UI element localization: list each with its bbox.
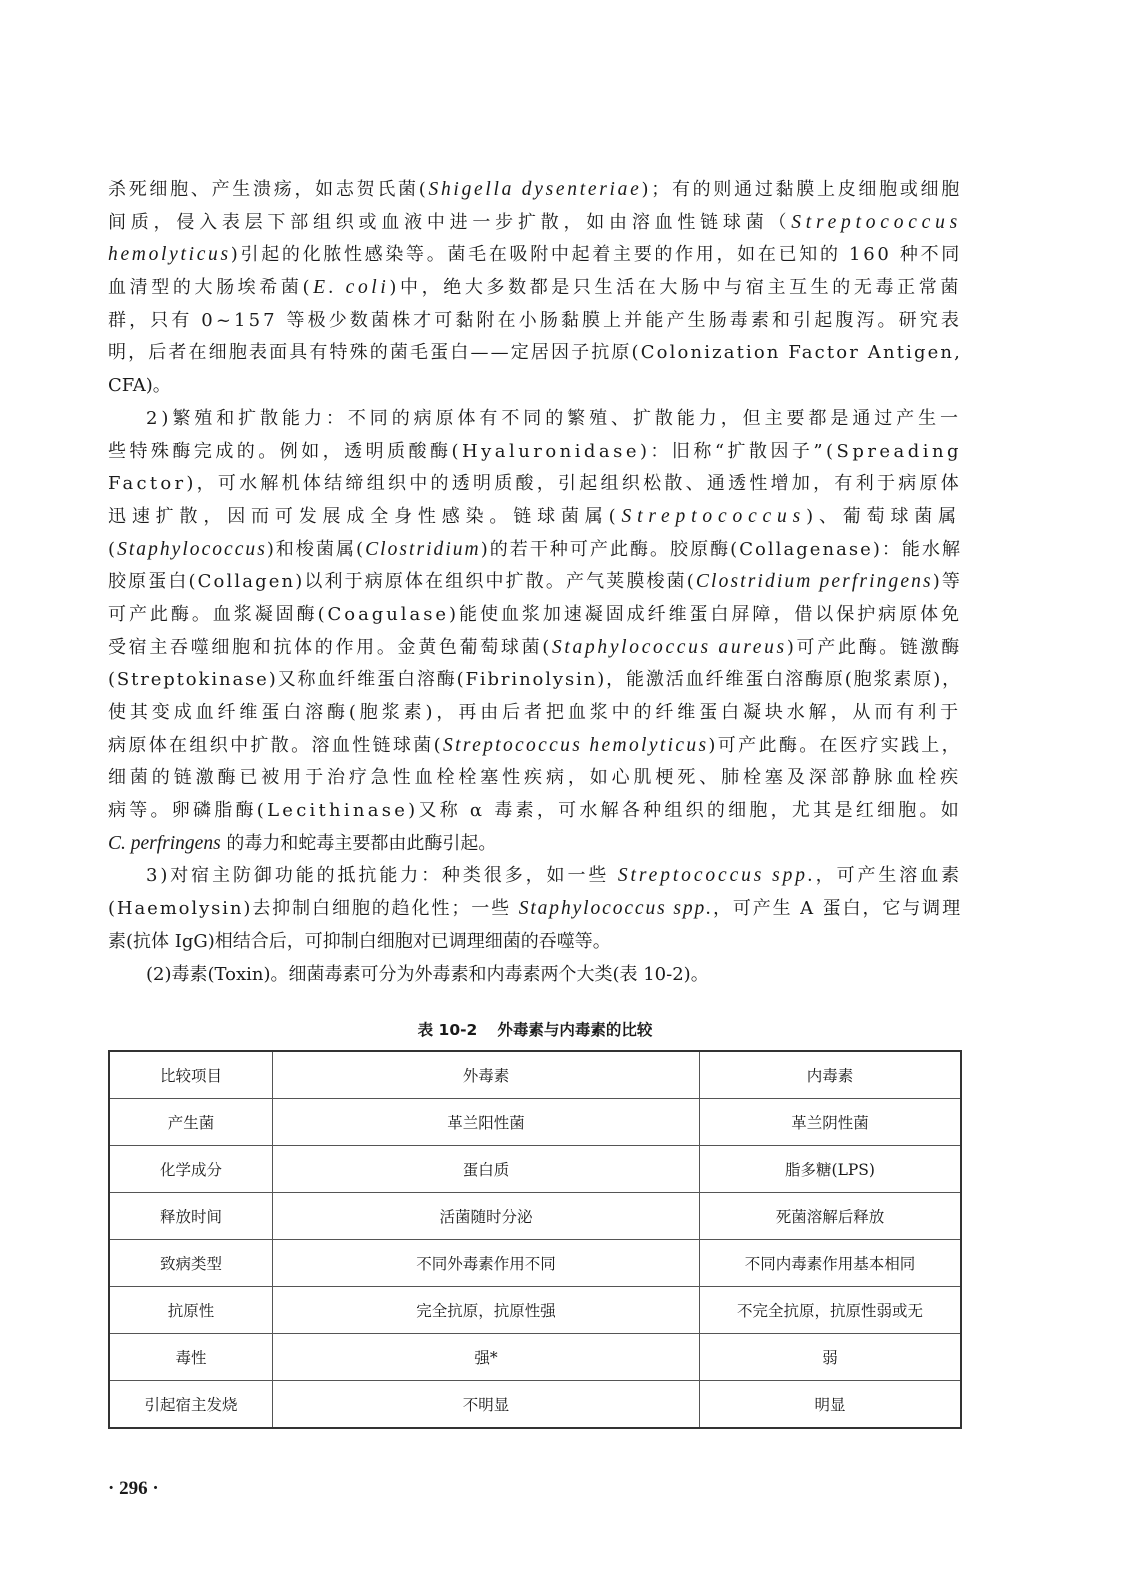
italic-term: Clostridium perfringens — [695, 571, 933, 593]
table-row — [109, 1287, 961, 1334]
text-segment: 杀死细胞、产生溃疡，如志贺氏菌( — [108, 179, 429, 200]
text-segment: 些特殊酶完成的。例如，透明质酸酶(Hyaluronidase)：旧称“扩散因子”(Spreading — [108, 440, 962, 462]
text-line — [108, 893, 962, 926]
text-line — [108, 632, 962, 665]
text-segment: 血清型的大肠埃希菌( — [108, 277, 314, 299]
italic-term: Streptococcus — [791, 211, 962, 233]
table-cell: 致病类型 — [109, 1240, 273, 1287]
text-segment: 群，只有 0~157 等极少数菌株才可黏附在小肠黏膜上并能产生肠毒素和引起腹泻。研究表 — [108, 309, 962, 331]
table-row — [109, 1240, 961, 1287]
text-line — [108, 174, 962, 207]
table-cell: 明显 — [700, 1381, 962, 1429]
page-number: · 296 · — [108, 1478, 159, 1499]
table-cell: 释放时间 — [109, 1193, 273, 1240]
text-segment: )；有的则通过黏膜上皮细胞或细胞 — [641, 179, 962, 200]
text-segment: 的毒力和蛇毒主要都由此酶引起。 — [220, 832, 497, 854]
table-cell: 引起宿主发烧 — [109, 1381, 273, 1429]
table-cell: 活菌随时分泌 — [273, 1193, 700, 1240]
table-row — [109, 1146, 961, 1193]
text-segment: )、葡萄球菌属 — [806, 505, 962, 527]
text-line — [108, 762, 962, 795]
italic-term: Staphylococcus — [117, 538, 267, 560]
comparison-table — [108, 1050, 962, 1429]
text-segment: )等 — [932, 571, 963, 593]
italic-term: Clostridium — [365, 538, 481, 560]
table-cell: 蛋白质 — [273, 1146, 700, 1193]
text-segment: 2)繁殖和扩散能力：不同的病原体有不同的繁殖、扩散能力，但主要都是通过产生一 — [146, 407, 962, 429]
text-segment: 可产此酶。血浆凝固酶(Coagulase)能使血浆加速凝固成纤维蛋白屏障，借以保护病原体免 — [108, 603, 962, 625]
table-cell: 脂多糖(LPS) — [700, 1146, 962, 1193]
table-cell: 革兰阴性菌 — [700, 1099, 962, 1146]
table-cell: 不完全抗原，抗原性弱或无 — [700, 1287, 962, 1334]
text-line — [108, 468, 962, 501]
text-segment: )的若干种可产此酶。胶原酶(Collagenase)：能水解 — [480, 538, 963, 560]
italic-term: Streptococcus hemolyticus — [442, 734, 709, 756]
text-line — [108, 664, 962, 697]
text-line — [108, 860, 962, 893]
text-line — [108, 337, 962, 370]
text-segment: 间质，侵入表层下部组织或血液中进一步扩散，如由溶血性链球菌（ — [108, 211, 792, 233]
table-cell: 不同外毒素作用不同 — [273, 1240, 700, 1287]
text-line — [108, 534, 962, 567]
table-cell: 不明显 — [273, 1381, 700, 1429]
text-segment: 使其变成血纤维蛋白溶酶(胞浆素)，再由后者把血浆中的纤维蛋白凝块水解，从而有利于 — [108, 702, 962, 723]
table-header-row — [109, 1051, 961, 1099]
table-cell: 抗原性 — [109, 1287, 273, 1334]
text-line — [108, 370, 962, 403]
italic-term: C. perfringens — [108, 832, 221, 854]
table-caption — [108, 1018, 962, 1040]
text-line — [108, 959, 962, 992]
text-line — [108, 926, 962, 959]
table-cell: 产生菌 — [109, 1099, 273, 1146]
italic-term: E. coli — [313, 277, 390, 299]
text-segment: 迅速扩散，因而可发展成全身性感染。链球菌属( — [108, 505, 622, 527]
text-line — [108, 403, 962, 436]
text-segment: )可产此酶。在医疗实践上， — [708, 734, 962, 756]
text-segment: (Streptokinase)又称血纤维蛋白溶酶(Fibrinolysin)，能激活血纤维蛋白溶酶原(胞浆素原)， — [108, 669, 962, 691]
text-line — [108, 566, 962, 599]
text-line — [108, 501, 962, 534]
text-segment: 明，后者在细胞表面具有特殊的菌毛蛋白——定居因子抗原(Colonization Factor Antigen, — [108, 342, 962, 364]
text-segment: 病等。卵磷脂酶(Lecithinase)又称 α 毒素，可水解各种组织的细胞，尤其是红细胞。如 — [108, 800, 962, 822]
text-segment: (2)毒素(Toxin)。细菌毒素可分为外毒素和内毒素两个大类(表 10-2)。 — [146, 963, 709, 985]
text-line — [108, 697, 962, 730]
italic-term: Staphylococcus aureus — [552, 636, 787, 658]
text-line — [108, 795, 962, 828]
text-line — [108, 436, 962, 469]
table-cell: 弱 — [700, 1334, 962, 1381]
italic-term: Staphylococcus spp. — [518, 898, 713, 920]
text-segment: CFA)。 — [108, 375, 171, 397]
text-segment: 病原体在组织中扩散。溶血性链球菌( — [108, 734, 443, 756]
text-segment: (Haemolysin)去抑制白细胞的趋化性；一些 — [108, 898, 519, 920]
text-segment: Factor)，可水解机体结缔组织中的透明质酸，引起组织松散、通透性增加，有利于病原体 — [108, 473, 962, 495]
table-cell: 革兰阳性菌 — [273, 1099, 700, 1146]
text-segment: 胶原蛋白(Collagen)以利于病原体在组织中扩散。产气荚膜梭菌( — [108, 571, 696, 593]
text-segment: ，可产生溶血素 — [815, 865, 962, 887]
text-segment: )和梭菌属( — [266, 538, 366, 560]
text-line — [108, 239, 962, 272]
table-cell: 不同内毒素作用基本相同 — [700, 1240, 962, 1287]
text-line — [108, 207, 962, 240]
table-cell: 内毒素 — [700, 1051, 962, 1099]
table-row — [109, 1381, 961, 1429]
text-segment: )中，绝大多数都是只生活在大肠中与宿主互生的无毒正常菌 — [389, 277, 962, 299]
table-number: 表 10-2 — [417, 1021, 478, 1039]
italic-term: hemolyticus — [108, 244, 231, 266]
italic-term: Streptococcus — [621, 505, 807, 527]
text-segment: 素(抗体 IgG)相结合后，可抑制白细胞对已调理细菌的吞噬等。 — [108, 930, 611, 952]
paragraph — [108, 860, 962, 958]
table-row — [109, 1099, 961, 1146]
text-segment: 受宿主吞噬细胞和抗体的作用。金黄色葡萄球菌( — [108, 636, 552, 658]
body-text — [108, 174, 962, 991]
text-segment: 细菌的链激酶已被用于治疗急性血栓栓塞性疾病，如心肌梗死、肺栓塞及深部静脉血栓疾 — [108, 767, 962, 789]
table-cell: 外毒素 — [273, 1051, 700, 1099]
text-segment: 3)对宿主防御功能的抵抗能力：种类很多，如一些 — [146, 865, 618, 887]
table-title: 外毒素与内毒素的比较 — [497, 1021, 653, 1039]
table-cell: 比较项目 — [109, 1051, 273, 1099]
italic-term: Streptococcus spp. — [617, 865, 816, 887]
paragraph — [108, 959, 962, 992]
table-cell: 完全抗原，抗原性强 — [273, 1287, 700, 1334]
table-cell: 毒性 — [109, 1334, 273, 1381]
text-line — [108, 828, 962, 861]
text-line — [108, 272, 962, 305]
text-line — [108, 599, 962, 632]
paragraph — [108, 403, 962, 861]
table-cell: 死菌溶解后释放 — [700, 1193, 962, 1240]
paragraph — [108, 174, 962, 403]
table-cell: 强* — [273, 1334, 700, 1381]
text-segment: ( — [108, 538, 118, 560]
table-row — [109, 1193, 961, 1240]
text-line — [108, 730, 962, 763]
italic-term: Shigella dysenteriae — [428, 179, 642, 200]
text-segment: )可产此酶。链激酶 — [786, 636, 962, 658]
text-line — [108, 305, 962, 338]
text-segment: ，可产生 A 蛋白，它与调理 — [712, 898, 962, 920]
table-cell: 化学成分 — [109, 1146, 273, 1193]
table-row — [109, 1334, 961, 1381]
text-segment: )引起的化脓性感染等。菌毛在吸附中起着主要的作用，如在已知的 160 种不同 — [230, 244, 962, 266]
